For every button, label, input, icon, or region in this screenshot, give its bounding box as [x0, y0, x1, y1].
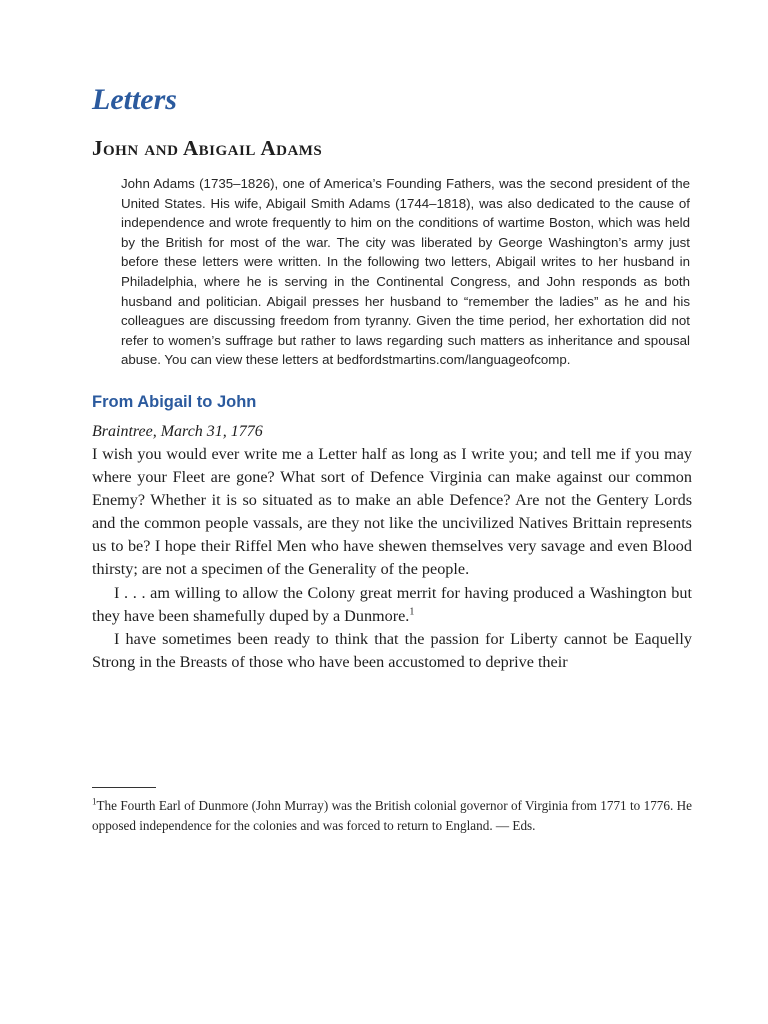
- letter-dateline: Braintree, March 31, 1776: [92, 422, 263, 440]
- letter-paragraph-1: I wish you would ever write me a Letter half as long as I write you; and tell me if you may where your Fleet are gone? What sort of Defence Virginia can make against our common Enemy? Whether it is so situated as to make an able Defence? Are not the Gentery Lords and the common people vassals, are they not like the uncivilized Natives Brittain represents us to be? I hope their Riffel Men who have shewen themselves very savage and even Blood thirsty; are not a specimen of the Generality of the people.: [92, 444, 692, 579]
- page-content: [92, 80, 692, 674]
- letter-paragraph-2-text: I . . . am willing to allow the Colony great merrit for having produced a Washington but they have been shamefully duped by a Dunmore.: [92, 583, 692, 625]
- authors-heading: John and Abigail Adams: [92, 136, 323, 160]
- footnote: [92, 796, 692, 836]
- letter-heading: From Abigail to John: [92, 392, 257, 411]
- footnote-mark: 1: [92, 796, 97, 807]
- footnote-reference[interactable]: 1: [409, 606, 415, 618]
- footnote-divider: [92, 787, 156, 788]
- footnote-text: The Fourth Earl of Dunmore (John Murray) was the British colonial governor of Virginia from 1771 to 1776. He opposed independence for the colonies and was forced to return to England. — Eds.: [92, 798, 692, 833]
- letter-paragraph-3: I have sometimes been ready to think that the passion for Liberty cannot be Eaquelly Strong in the Breasts of those who have been accustomed to deprive their: [92, 629, 692, 671]
- letter-body: [92, 443, 692, 674]
- intro-paragraph: John Adams (1735–1826), one of America’s Founding Fathers, was the second president of the United States. His wife, Abigail Smith Adams (1744–1818), was also dedicated to the cause of independence and wrote frequently to him on the conditions of wartime Boston, which was held by the British for most of the war. The city was liberated by George Washington’s army just before these letters were written. In the following two letters, Abigail writes to her husband in Philadelphia, where he is serving in the Continental Congress, and John responds as both husband and politician. Abigail presses her husband to “remember the ladies” as he and his colleagues are discussing freedom from tyranny. Given the time period, her exhortation did not refer to women’s suffrage but rather to laws regarding such matters as inheritance and spousal abuse. You can view these letters at bedfordstmartins.com/languageofcomp.: [121, 176, 690, 368]
- section-title: Letters: [92, 83, 177, 116]
- letter-paragraph-2: [92, 582, 692, 628]
